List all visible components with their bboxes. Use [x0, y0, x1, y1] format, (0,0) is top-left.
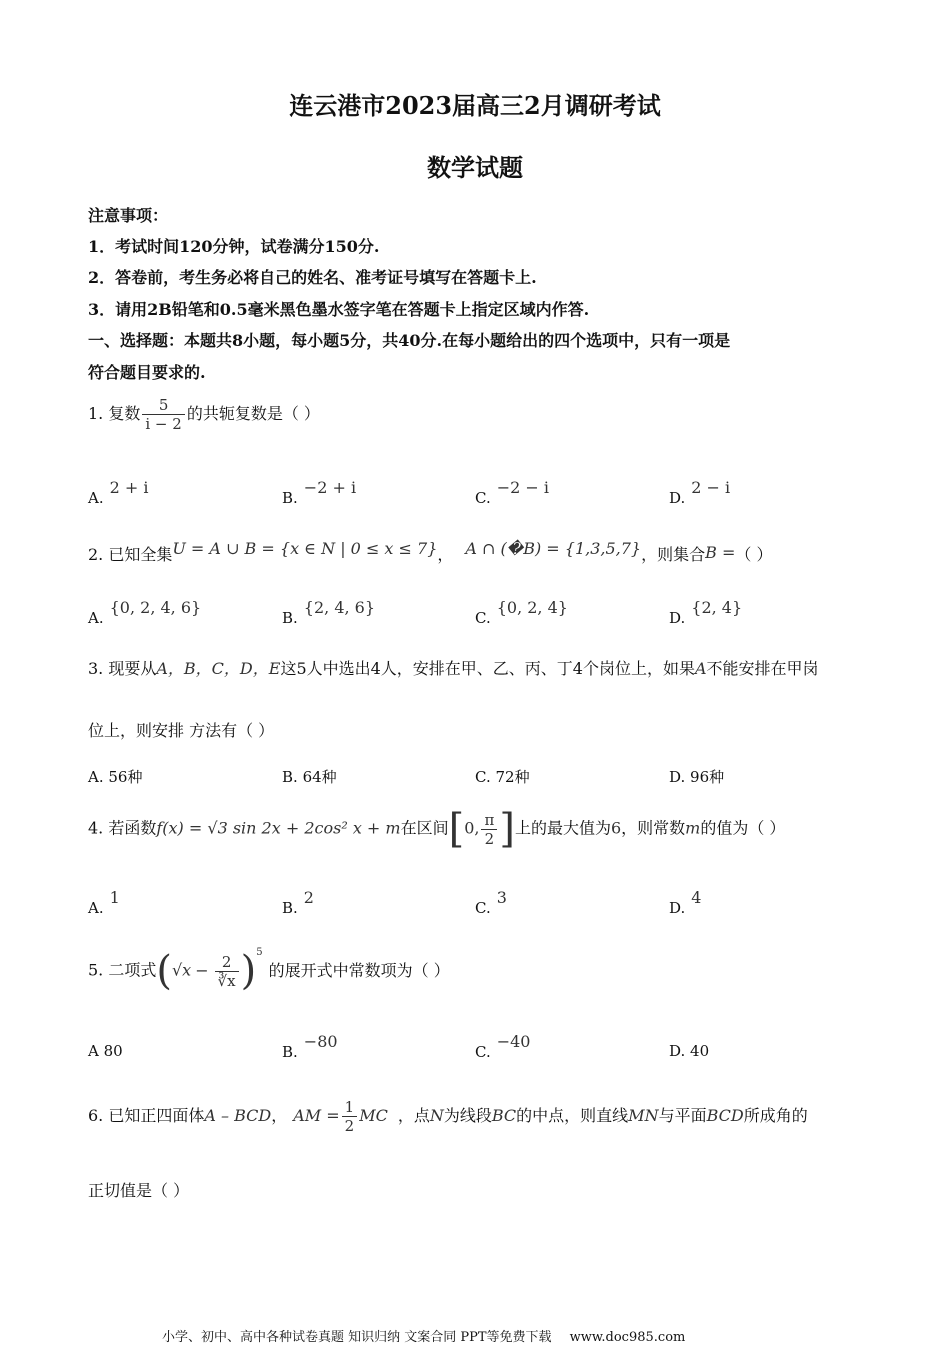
exam-subtitle: 数学试题	[427, 153, 523, 182]
question-5: 5. 二项式(√x − $\frac{2}{∛x}$ )$^5$的展开式中常数项为（ ）	[88, 947, 450, 994]
question-3-line2: 位上，则安排 方法有（ ）	[88, 721, 275, 740]
q4-option-d[interactable]: D.4	[669, 888, 702, 917]
question-6-line1: 6. 已知正四面体A – BCD， AM = $\frac{1}{2}$ MC ，点N为线段BC的中点，则直线MN与平面BCD所成角的	[88, 1098, 808, 1135]
exam-title: 连云港市2023届高三2月调研考试	[289, 91, 661, 120]
q3-option-b[interactable]: B. 64种	[282, 768, 337, 786]
q4-option-a[interactable]: A.1	[88, 888, 120, 917]
q5-option-b[interactable]: B.−80	[282, 1032, 338, 1061]
q5-option-a[interactable]: A 80	[88, 1042, 123, 1060]
q1-option-a[interactable]: A.2 + i	[88, 478, 149, 507]
fraction: $\frac{1}{2}$	[342, 1098, 358, 1135]
q1-option-b[interactable]: B.−2 + i	[282, 478, 357, 507]
question-4: 4. 若函数f(x) = √3 sin 2x + 2cos² x + m在区间[0, $\frac{\pi}{2}$ ]上的最大值为6，则常数m的值为（ ）	[88, 806, 786, 852]
q3-option-a[interactable]: A. 56种	[88, 768, 143, 786]
q5-option-c[interactable]: C.−40	[475, 1032, 531, 1061]
q3-option-c[interactable]: C. 72种	[475, 768, 530, 786]
q2-option-c[interactable]: C.{0, 2, 4}	[475, 598, 568, 627]
fraction: $\frac{\pi}{2}$	[481, 811, 497, 848]
fraction: $\frac{5}{i - 2}$	[142, 396, 184, 433]
section-heading-line2: 符合题目要求的.	[88, 363, 206, 382]
fraction: $\frac{2}{∛x}$	[215, 953, 239, 990]
footer-site-link[interactable]: www.doc985.com	[569, 1330, 686, 1345]
page-footer	[162, 1326, 703, 1345]
q1-option-d[interactable]: D.2 − i	[669, 478, 731, 507]
q4-option-b[interactable]: B.2	[282, 888, 314, 917]
question-2: 2. 已知全集U = A ∪ B = {x ∈ N | 0 ≤ x ≤ 7}， A ∩ (�B) = {1,3,5,7}，则集合B =（ ）	[88, 539, 773, 564]
q4-option-c[interactable]: C.3	[475, 888, 507, 917]
notice-item-1: 1．考试时间120分钟，试卷满分150分.	[88, 237, 380, 256]
question-1: 1. 复数 $\frac{5}{i - 2}$ 的共轭复数是（ ）	[88, 396, 320, 433]
notice-item-3: 3．请用2B铅笔和0.5毫米黑色墨水签字笔在答题卡上指定区域内作答.	[88, 300, 590, 319]
notice-heading: 注意事项：	[88, 206, 169, 225]
q1-option-c[interactable]: C.−2 − i	[475, 478, 549, 507]
q2-option-b[interactable]: B.{2, 4, 6}	[282, 598, 376, 627]
footer-text: 小学、初中、高中各种试卷真题 知识归纳 文案合同 PPT等免费下载	[162, 1330, 552, 1345]
section-heading-line1: 一、选择题：本题共8小题，每小题5分，共40分.在每小题给出的四个选项中，只有一项是	[88, 331, 731, 350]
question-3-line1: 3. 现要从A，B，C，D，E这5人中选出4人，安排在甲、乙、丙、丁4个岗位上，如果A不能安排在甲岗	[88, 659, 819, 678]
question-6-line2: 正切值是（ ）	[88, 1181, 190, 1200]
notice-item-2: 2．答卷前，考生务必将自己的姓名、准考证号填写在答题卡上.	[88, 268, 537, 287]
q5-option-d[interactable]: D. 40	[669, 1042, 710, 1060]
q2-option-d[interactable]: D.{2, 4}	[669, 598, 743, 627]
q2-option-a[interactable]: A.{0, 2, 4, 6}	[88, 598, 202, 627]
q3-option-d[interactable]: D. 96种	[669, 768, 725, 786]
